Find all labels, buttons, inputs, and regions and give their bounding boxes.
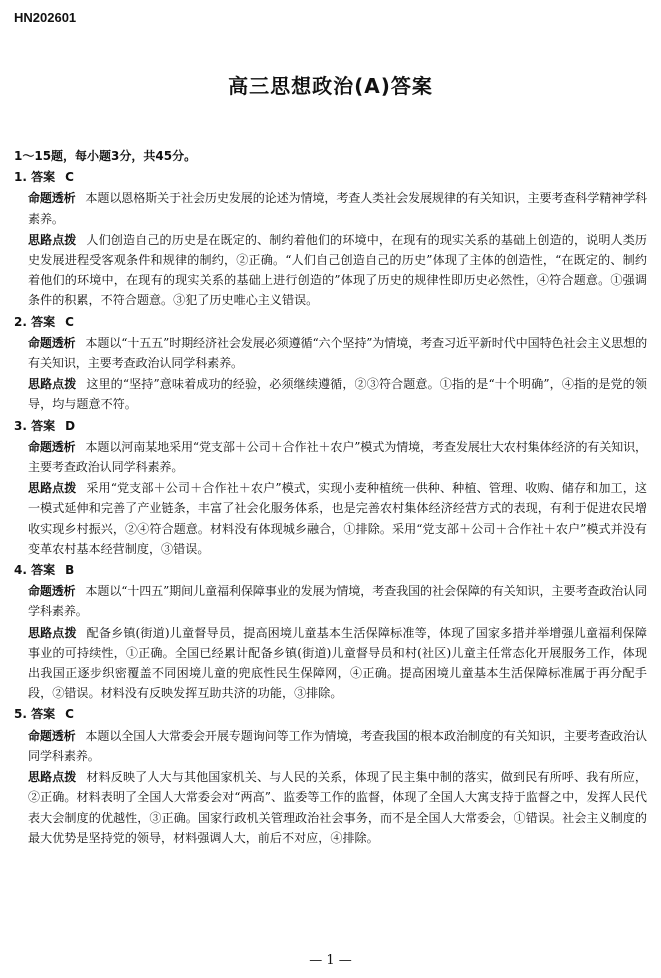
- answer-label: 答案: [31, 418, 56, 433]
- hint-paragraph: [14, 623, 647, 704]
- analysis-label: 命题透析: [28, 439, 76, 454]
- question-5: [14, 704, 647, 847]
- hint-paragraph: [14, 374, 647, 414]
- question-3: [14, 416, 647, 559]
- page-number: — 1 —: [309, 953, 352, 968]
- answer-line: [14, 167, 647, 187]
- answer-line: [14, 560, 647, 580]
- hint-text: 这里的“坚持”意味着成功的经验，必须继续遵循，②③符合题意。①指的是“十个明确”，④指的是党的领导，均与题意不符。: [28, 377, 647, 412]
- hint-text: 配备乡镇(街道)儿童督导员，提高困境儿童基本生活保障标准等，体现了国家多措并举增强儿童福利保障事业的可持续性，①正确。全国已经累计配备乡镇(街道)儿童督导员和村(社区)儿童主任常态化开展服务工作，体现出我国正逐步织密覆盖不同困境儿童的兜底性民生保障网，④正确。提高困境儿童基本生活保障标准属于再分配手段，②错误。材料没有反映发挥互助共济的功能，③排除。: [28, 625, 647, 701]
- question-number-answer-label: [14, 563, 55, 577]
- hint-text: 人们创造自己的历史是在既定的、制约着他们的环境中，在现有的现实关系的基础上创造的，说明人类历史发展进程受客观条件和规律的制约，②正确。“人们自己创造自己的历史”体现了主体的创造性，“在既定的、制约着他们的环境中，在现有的现实关系的基础上进行创造的”体现了历史的规律性即历史必然性，④符合题意。①强调条件的积累，不符合题意。③犯了历史唯心主义错误。: [28, 232, 647, 308]
- question-number-answer-label: [14, 419, 55, 433]
- answer-value: C: [65, 707, 74, 722]
- hint-label: 思路点拨: [28, 377, 77, 392]
- analysis-paragraph: [14, 333, 647, 373]
- answer-value: D: [65, 418, 76, 433]
- question-number-answer-label: [14, 170, 55, 184]
- hint-paragraph: [14, 478, 647, 559]
- answer-label: 答案: [31, 707, 56, 722]
- hint-text: 材料反映了人大与其他国家机关、与人民的关系，体现了民主集中制的落实，做到民有所呼、我有所应，②正确。材料表明了全国人大常委会对“两高”、监委等工作的监督，体现了全国人大寓支持于监督之中，发挥人民代表大会制度的优越性，③正确。国家行政机关管理政治社会事务，而不是全国人大常委会，①错误。社会主义制度的最大优势是坚持党的领导，材料强调人大，前后不对应，④排除。: [28, 770, 647, 845]
- analysis-paragraph: [14, 726, 647, 766]
- analysis-paragraph: [14, 437, 647, 477]
- doc-code: HN202601: [14, 10, 77, 25]
- answer-value: C: [65, 170, 74, 185]
- answer-value: B: [65, 563, 75, 578]
- question-4: [14, 560, 647, 703]
- hint-paragraph: [14, 767, 647, 848]
- question-number: 4.: [14, 563, 27, 578]
- hint-label: 思路点拨: [28, 770, 77, 785]
- answer-line: [14, 704, 647, 724]
- answer-body: [14, 146, 647, 848]
- question-number: 3.: [14, 418, 27, 433]
- question-number: 5.: [14, 707, 27, 722]
- page-title: 高三思想政治(A)答案: [228, 74, 433, 98]
- hint-label: 思路点拨: [28, 481, 77, 496]
- analysis-text: 本题以恩格斯关于社会历史发展的论述为情境，考查人类社会发展规律的有关知识，主要考查科学精神学科素养。: [28, 191, 647, 226]
- hint-label: 思路点拨: [28, 232, 77, 247]
- section-intro: 1～15题，每小题3分，共45分。: [14, 149, 197, 163]
- question-number: 2.: [14, 314, 27, 329]
- analysis-label: 命题透析: [28, 335, 76, 350]
- analysis-label: 命题透析: [28, 191, 76, 206]
- question-2: [14, 312, 647, 415]
- answer-line: [14, 312, 647, 332]
- analysis-text: 本题以全国人大常委会开展专题询问等工作为情境，考查我国的根本政治制度的有关知识，主要考查政治认同学科素养。: [28, 728, 647, 763]
- question-1: [14, 167, 647, 310]
- hint-paragraph: [14, 230, 647, 311]
- analysis-text: 本题以“十五五”时期经济社会发展必须遵循“六个坚持”为情境，考查习近平新时代中国特色社会主义思想的有关知识，主要考查政治认同学科素养。: [28, 335, 648, 371]
- analysis-text: 本题以“十四五”期间儿童福利保障事业的发展为情境，考查我国的社会保障的有关知识，主要考查政治认同学科素养。: [28, 584, 648, 619]
- answer-label: 答案: [31, 170, 56, 185]
- answer-label: 答案: [31, 563, 56, 578]
- analysis-label: 命题透析: [28, 584, 76, 599]
- hint-label: 思路点拨: [28, 625, 77, 640]
- analysis-label: 命题透析: [28, 728, 76, 743]
- analysis-paragraph: [14, 581, 647, 621]
- analysis-paragraph: [14, 188, 647, 228]
- question-number-answer-label: [14, 315, 55, 329]
- hint-text: 采用“党支部＋公司＋合作社＋农户”模式，实现小麦种植统一供种、种植、管理、收购、储存和加工，这一模式延伸和完善了产业链条，丰富了社会化服务体系，也是完善农村集体经济经营方式的表现，有利于促进农民增收实现乡村振兴，②④符合题意。材料没有体现城乡融合，①排除。采用“党支部＋公司＋合作社＋农户”模式并没有变革农村基本经营制度，③错误。: [28, 481, 647, 556]
- question-number-answer-label: [14, 707, 55, 721]
- answer-line: [14, 416, 647, 436]
- question-number: 1.: [14, 170, 27, 185]
- answer-value: C: [65, 314, 74, 329]
- answer-label: 答案: [31, 314, 56, 329]
- analysis-text: 本题以河南某地采用“党支部＋公司＋合作社＋农户”模式为情境，考查发展壮大农村集体经济的有关知识，主要考查政治认同学科素养。: [28, 439, 648, 475]
